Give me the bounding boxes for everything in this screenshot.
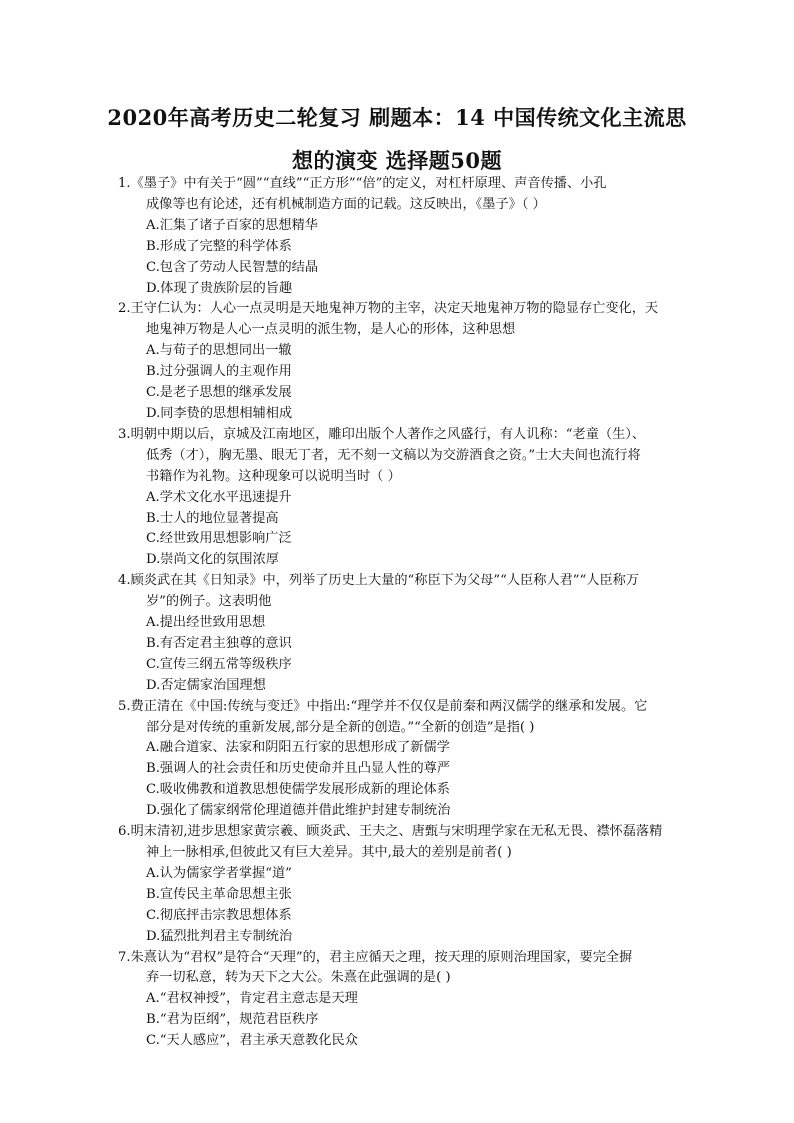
- option-b[interactable]: B.形成了完整的科学体系: [146, 238, 292, 254]
- option-d[interactable]: D.否定儒家治国理想: [146, 677, 266, 693]
- stem-line: 2.王守仁认为：人心一点灵明是天地鬼神万物的主宰，决定天地鬼神万物的隐显存亡变化，天: [118, 301, 659, 317]
- option-c[interactable]: C.吸收佛教和道教思想使儒学发展形成新的理论体系: [146, 782, 450, 798]
- option-b[interactable]: B.强调人的社会责任和历史使命并且凸显人性的尊严: [146, 761, 451, 777]
- option-d[interactable]: D.猛烈批判君主专制统治: [146, 928, 293, 944]
- stem-line: 低秀（才），胸无墨、眼无丁者，无不刻一文稿以为交游酒食之资。”士大夫间也流行将: [146, 447, 641, 463]
- stem-line: 3.明朝中期以后，京城及江南地区，雕印出版个人著作之风盛行，有人讥称：“老童（生）、: [118, 426, 646, 442]
- stem-line: 地鬼神万物是人心一点灵明的派生物，是人心的形体，这种思想: [146, 322, 516, 338]
- question-2: [118, 299, 700, 424]
- stem-line: 成像等也有论述，还有机械制造方面的记载。这反映出，《墨子》（ ）: [146, 196, 546, 212]
- question-1: [118, 174, 700, 299]
- question-stem: [118, 299, 700, 341]
- document-title-line-2: 想的演变 选择题50题: [291, 148, 503, 173]
- stem-line: 部分是对传统的重新发展,部分是全新的创造。”“全新的创造”是指( ): [146, 719, 535, 735]
- stem-line: 岁”的例子。这表明他: [146, 594, 272, 610]
- option-b[interactable]: B.士人的地位显著提高: [146, 510, 279, 526]
- stem-line: 7.朱熹认为“君权”是符合“天理”的，君主应循天之理，按天理的原则治理国家，要完全摒: [118, 949, 633, 965]
- option-b[interactable]: B.有否定君主独尊的意识: [146, 635, 292, 651]
- option-a[interactable]: A.提出经世致用思想: [146, 615, 266, 631]
- option-c[interactable]: C.彻底抨击宗教思想体系: [146, 907, 292, 923]
- stem-line: 1.《墨子》中有关于“圆”“直线”“正方形”“倍”的定义，对杠杆原理、声音传播、小孔: [118, 176, 607, 191]
- question-6: [118, 822, 700, 947]
- option-a[interactable]: A.汇集了诸子百家的思想精华: [146, 217, 318, 233]
- option-d[interactable]: D.强化了儒家纲常伦理道德并借此维护封建专制统治: [146, 803, 451, 819]
- stem-line: 神上一脉相承,但彼此又有巨大差异。其中,最大的差别是前者( ): [146, 845, 512, 860]
- question-stem: [118, 697, 700, 739]
- option-c[interactable]: C.是老子思想的继承发展: [146, 385, 292, 401]
- option-c[interactable]: C.宣传三纲五常等级秩序: [146, 656, 292, 672]
- option-a[interactable]: A.融合道家、法家和阴阳五行家的思想形成了新儒学: [146, 740, 450, 756]
- option-d[interactable]: D.体现了贵族阶层的旨趣: [146, 280, 293, 296]
- stem-line: 6.明末清初,进步思想家黄宗羲、顾炎武、王夫之、唐甄与宋明理学家在无私无畏、襟怀磊落精: [118, 824, 663, 840]
- option-b[interactable]: B.过分强调人的主观作用: [146, 364, 292, 380]
- question-stem: [118, 425, 700, 488]
- option-c[interactable]: C.“天人感应”，君主承天意教化民众: [146, 1033, 358, 1049]
- question-list: [118, 174, 700, 1052]
- question-4: [118, 571, 700, 696]
- option-b[interactable]: B.宣传民主革命思想主张: [146, 886, 292, 902]
- stem-line: 书籍作为礼物。这种现象可以说明当时（ ）: [146, 468, 401, 484]
- question-5: [118, 697, 700, 822]
- question-3: [118, 425, 700, 571]
- option-a[interactable]: A.“君权神授”，肯定君主意志是天理: [146, 991, 358, 1007]
- stem-line: 4.顾炎武在其《日知录》中，列举了历史上大量的“称臣下为父母”“人臣称人君”“人臣称万: [118, 573, 640, 589]
- option-b[interactable]: B.“君为臣纲”，规范君臣秩序: [146, 1012, 319, 1028]
- question-stem: [118, 948, 700, 990]
- question-stem: [118, 822, 700, 864]
- option-c[interactable]: C.包含了劳动人民智慧的结晶: [146, 259, 319, 275]
- option-d[interactable]: D.同李贽的思想相辅相成: [146, 405, 293, 421]
- option-a[interactable]: A.与荀子的思想同出一辙: [146, 343, 292, 359]
- option-a[interactable]: A.学术文化水平迅速提升: [146, 489, 292, 505]
- option-a[interactable]: A.认为儒家学者掌握“道”: [146, 865, 292, 881]
- question-7: [118, 948, 700, 1053]
- question-stem: [118, 174, 700, 216]
- document-title-line-1: 2020年高考历史二轮复习 刷题本：14 中国传统文化主流思: [107, 105, 687, 130]
- stem-line: 5.费正清在《中国:传统与变迁》中指出:“理学并不仅仅是前秦和两汉儒学的继承和发展。它: [118, 698, 648, 714]
- stem-line: 弃一切私意，转为天下之大公。朱熹在此强调的是( ): [146, 970, 451, 986]
- option-c[interactable]: C.经世致用思想影响广泛: [146, 531, 292, 547]
- question-stem: [118, 571, 700, 613]
- option-d[interactable]: D.崇尚文化的氛围浓厚: [146, 552, 279, 568]
